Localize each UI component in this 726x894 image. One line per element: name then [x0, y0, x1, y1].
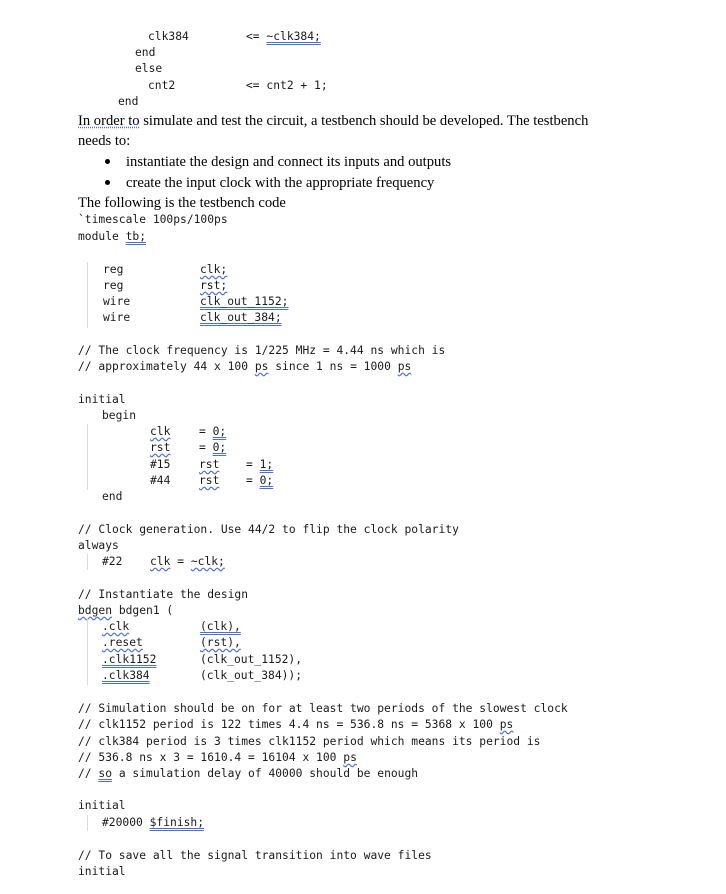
- code-line: end: [135, 46, 156, 59]
- init-signal: [150, 440, 170, 456]
- code-line: [78, 229, 146, 245]
- decl-type: reg: [103, 263, 124, 276]
- comment-line: // To save all the signal transition into wave files: [78, 849, 432, 862]
- code-value: cnt2 + 1;: [266, 79, 328, 92]
- comment-line: // Clock generation. Use 44/2 to flip the clock polarity: [78, 523, 459, 536]
- init-assign: [246, 457, 273, 473]
- code-operator: =: [177, 555, 185, 568]
- comment-text: // clk1152 period is 122 times 4.4 ns = 536.8 ns = 5368 x 100: [78, 718, 500, 731]
- port-name-text: .clk1152: [102, 653, 157, 666]
- decl-type: wire: [103, 311, 131, 324]
- init-signal-text: rst: [150, 441, 171, 454]
- code-operator: <=: [246, 79, 260, 92]
- code-value: 0;: [212, 425, 227, 438]
- port-name-text: .clk384: [102, 669, 150, 682]
- code-line: `timescale 100ps/100ps: [78, 213, 228, 226]
- comment-line: // The clock frequency is 1/225 MHz = 4.44 ns which is: [78, 344, 446, 357]
- code-value: 0;: [212, 441, 227, 454]
- code-line: [246, 29, 321, 45]
- comment-text: a simulation delay of 40000 should be enough: [112, 767, 419, 780]
- comment-text: ps: [499, 718, 514, 731]
- code-operator: =: [246, 474, 253, 487]
- code-operator: <=: [246, 30, 260, 43]
- code-keyword: begin: [102, 409, 137, 422]
- code-line: else: [135, 62, 163, 75]
- code-keyword: initial: [78, 393, 126, 406]
- grammar-flagged-text: In order to: [78, 113, 140, 129]
- decl-name: [200, 310, 282, 326]
- bullet-item: instantiate the design and connect its inputs and outputs: [126, 154, 452, 170]
- decl-type: wire: [103, 295, 131, 308]
- decl-name-text: clk;: [200, 263, 228, 276]
- code-line: [78, 603, 173, 619]
- code-system-task: $finish;: [149, 816, 205, 829]
- decl-name-text: clk_out_1152;: [200, 295, 289, 308]
- decl-name: [200, 294, 288, 310]
- comment-text: // 536.8 ns x 3 = 1610.4 = 16104 x 100: [78, 751, 344, 764]
- comment-text: // approximately 44 x 100: [78, 360, 255, 373]
- code-signal: cnt2: [148, 79, 176, 92]
- init-signal: [150, 424, 170, 440]
- code-text: bdgen1 (: [112, 604, 174, 617]
- indent-guide: [87, 262, 88, 328]
- init-delay: #44: [150, 474, 171, 487]
- bullet-icon: [105, 180, 110, 185]
- port-name-text: .clk: [102, 620, 130, 633]
- code-keyword: end: [102, 490, 123, 503]
- bullet-icon: [105, 159, 110, 164]
- code-delay: #20000: [102, 816, 150, 829]
- comment-line: // Simulation should be on for at least two periods of the slowest clock: [78, 702, 568, 715]
- paragraph: The following is the testbench code: [78, 195, 286, 211]
- port-conn: (clk_out_384));: [200, 669, 303, 682]
- code-module-name: tb;: [125, 230, 147, 243]
- paragraph: needs to:: [78, 133, 131, 149]
- init-signal: [199, 457, 219, 473]
- code-line: [102, 815, 204, 831]
- port-name: [102, 668, 150, 684]
- indent-guide: [87, 619, 88, 685]
- init-signal-text: rst: [199, 474, 220, 487]
- code-signal: clk384: [148, 30, 189, 43]
- indent-guide: [87, 554, 88, 570]
- comment-line: [78, 717, 513, 733]
- init-signal: [199, 473, 219, 489]
- port-name: [102, 619, 129, 635]
- code-signal: clk: [150, 555, 171, 568]
- comment-text: so: [98, 767, 113, 780]
- code-keyword: initial: [78, 799, 126, 812]
- always-delay: #22: [102, 555, 123, 568]
- init-signal-text: rst: [199, 458, 220, 471]
- comment-line: // clk384 period is 3 times clk1152 period which means its period is: [78, 735, 541, 748]
- init-delay: #15: [150, 458, 171, 471]
- code-operator: =: [199, 441, 206, 454]
- comment-line: [78, 359, 411, 375]
- comment-line: [78, 750, 357, 766]
- code-value: ~clk384;: [266, 30, 321, 43]
- code-keyword: always: [78, 539, 119, 552]
- code-line: [148, 78, 175, 94]
- paragraph: [78, 111, 588, 131]
- comment-text: //: [78, 767, 99, 780]
- code-line: [246, 78, 328, 94]
- comment-text: ps: [254, 360, 269, 373]
- comment-line: // Instantiate the design: [78, 588, 249, 601]
- port-conn: (clk_out_1152),: [200, 653, 303, 666]
- port-name: [102, 652, 156, 668]
- code-line: [148, 29, 189, 45]
- init-signal-text: clk: [150, 425, 171, 438]
- init-assign: [246, 473, 273, 489]
- code-keyword: module: [78, 230, 126, 243]
- paragraph-text: simulate and test the circuit, a testbench should be developed. The testbench: [139, 113, 589, 129]
- code-operator: =: [246, 458, 253, 471]
- code-line: end: [118, 95, 139, 108]
- indent-guide: [87, 815, 88, 831]
- port-conn: [200, 635, 241, 651]
- code-keyword: initial: [78, 865, 126, 878]
- indent-guide: [87, 424, 88, 490]
- decl-name-text: clk_out_384;: [200, 311, 282, 324]
- port-name: [102, 635, 143, 651]
- init-assign: [199, 440, 226, 456]
- code-value: 0;: [259, 474, 274, 487]
- port-conn: [200, 619, 241, 635]
- comment-line: [78, 766, 418, 782]
- always-assign: [150, 554, 225, 570]
- comment-text: ps: [343, 751, 357, 764]
- port-conn-text: (clk),: [200, 620, 241, 633]
- port-name-text: .reset: [102, 636, 143, 649]
- decl-name-text: rst;: [200, 279, 228, 292]
- init-assign: [199, 424, 226, 440]
- comment-text: since 1 ns = 1000: [268, 360, 398, 373]
- code-value: ~clk;: [190, 555, 225, 568]
- decl-name: [200, 262, 227, 278]
- code-operator: =: [199, 425, 206, 438]
- bullet-item: create the input clock with the appropriate frequency: [126, 175, 435, 191]
- decl-name: [200, 278, 227, 294]
- comment-text: ps: [397, 360, 412, 373]
- code-value: 1;: [259, 458, 274, 471]
- decl-type: reg: [103, 279, 124, 292]
- code-module-name: bdgen: [78, 604, 113, 617]
- port-conn-text: (rst),: [200, 636, 241, 649]
